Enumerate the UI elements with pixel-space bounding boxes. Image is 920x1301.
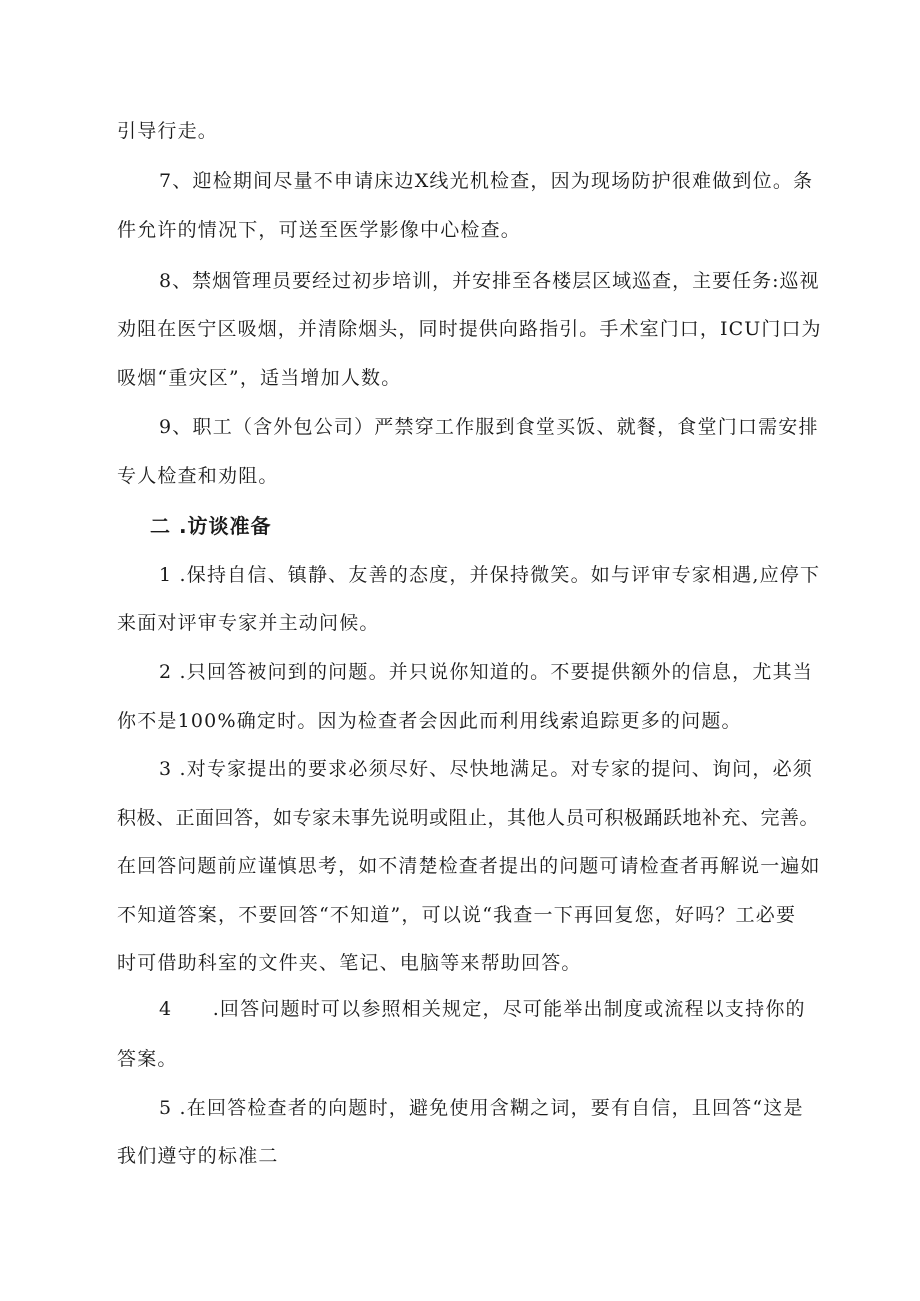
list-item-4-line: 4 .回答问题时可以参照相关规定，尽可能举出制度或流程以支持你的	[159, 998, 806, 1020]
list-item-9-line: 9、职工（含外包公司）严禁穿工作服到食堂买饭、就餐，食堂门口需安排	[159, 416, 819, 438]
list-item-8-line: 8、禁烟管理员要经过初步培训，并安排至各楼层区域巡查，主要任务:巡视	[159, 270, 820, 292]
list-item-3-line: 时可借助科室的文件夹、笔记、电脑等来帮助回答。	[117, 952, 582, 974]
list-item-2-line: 你不是100%确定时。因为检查者会因此而利用线索追踪更多的问题。	[117, 710, 742, 732]
list-item-3-line: 积极、正面回答，如专家未事先说明或阻止，其他人员可积极踊跃地补充、完善。	[117, 807, 820, 829]
list-item-3-line: 不知道答案，不要回答“不知道”，可以说“我查一下再回复您，好吗？工必要	[117, 904, 797, 926]
list-item-5-line: 5 .在回答检查者的向题时，避免使用含糊之词，要有自信，且回答“这是	[159, 1097, 804, 1119]
section-heading: 二 .访谈准备	[150, 514, 272, 538]
list-item-8-line: 吸烟“重灾区”，适当增加人数。	[117, 367, 402, 389]
list-item-8-line: 劝阻在医宁区吸烟，并清除烟头，同时提供向路指引。手术室门口，ICU门口为	[117, 318, 822, 340]
list-item-3-line: 3 .对专家提出的要求必须尽好、尽快地满足。对专家的提问、询问，必须	[159, 758, 813, 780]
list-item-5-line: 我们遵守的标准二	[117, 1145, 279, 1167]
list-item-2-line: 2 .只回答被问到的问题。并只说你知道的。不要提供额外的信息，尤其当	[159, 661, 813, 683]
paragraph-line: 引导行走。	[117, 120, 219, 142]
list-item-9-line: 专人检查和劝阻。	[117, 465, 279, 487]
list-item-1-line: 来面对评审专家并主动问候。	[117, 612, 380, 634]
list-item-1-line: 1 .保持自信、镇静、友善的态度，并保持微笑。如与评审专家相遇,应停下	[159, 564, 821, 586]
list-item-4-line: 答案。	[117, 1048, 178, 1070]
list-item-7-line: 件允许的情况下，可送至医学影像中心检查。	[117, 219, 522, 241]
list-item-3-line: 在回答问题前应谨慎思考，如不清楚检查者提出的问题可请检查者再解说一遍如	[117, 855, 821, 877]
list-item-7-line: 7、迎检期间尽量不申请床边X线光机检查，因为现场防护很难做到位。条	[159, 170, 814, 192]
